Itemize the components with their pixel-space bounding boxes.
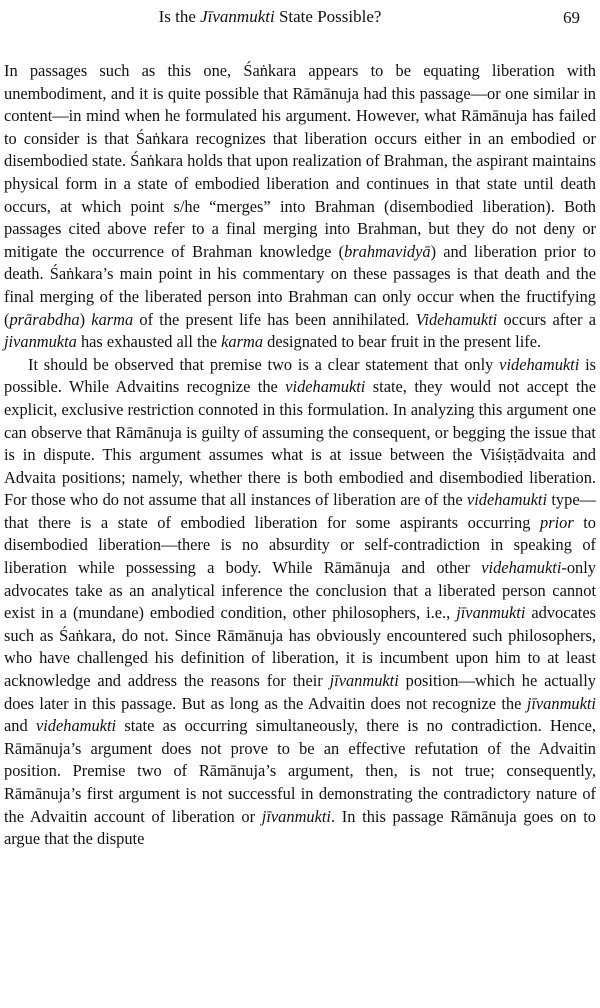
page-number: 69 [563,8,580,27]
italic-term: videhamukti [35,716,117,736]
italic-term: jivanmukta [4,332,77,352]
text-run: . In this passage Rāmānuja goes on to argue that the dispute [4,806,596,849]
text-run: to disembodied liberation—there is no absurdity or self-contradiction in speaking of liberation while possessing a body. While Rāmānuja and other [4,512,596,578]
text-run: state as occurring simultaneously, there is no contradiction. Hence, Rāmānuja’s argument does not prove to be an effective refutation of the Advaitin position. Premise two of Rāmānuja’s argument, then, is not true; consequently, Rāmānuja’s first argument is not successful in demonstrating the contradictory nature of the Advaitin account of liberation or [4,716,596,826]
italic-term: jīvanmukti [261,806,331,826]
text-run: is possible. While Advaitins recognize the [4,354,596,397]
italic-term: karma [221,332,264,352]
text-run: and [4,716,36,736]
italic-term: videhamukti [499,354,580,374]
text-run: has exhausted all the [76,332,222,352]
italic-term: jīvanmukti [526,693,596,713]
text-run: It should be observed that premise two is a clear statement that only [28,354,500,374]
italic-term: prārabdha [9,309,80,329]
text-run: occurs after a [497,309,597,329]
italic-term: videhamukti [285,377,366,397]
italic-term: brahmavidyā [344,241,431,261]
text-run: In passages such as this one, Śaṅkara appears to be equating liberation with unembodiment, and it is quite possible that Rāmānuja had this passage—or one similar in content—in mind when he formulated his argument. However, what Rāmānuja has failed to consider is that Śaṅkara recognizes that liberation occurs either in an embodied or disembodied state. Śaṅkara holds that upon realization of Brahman, the aspirant maintains physical form in a state of embodied liberation and continues in that state until death occurs, at which point s/he “merges” into Brahman (disembodied liberation). Both passages cited above refer to a final merging into Brahman, but they do not deny or mitigate the occurrence of Brahman knowledge ( [4,61,596,261]
running-title [4,7,596,27]
italic-term: jīvanmukti [329,671,399,691]
italic-term: jīvanmukti [456,603,526,623]
paragraph-2 [4,354,596,851]
italic-term: videhamukti [481,558,562,578]
body-text [4,60,596,851]
text-run: -only advocates take as an analytical inference the conclusion that a liberated person cannot exist in a (mundane) embodied condition, other philosophers, i.e., [4,558,596,623]
running-title-prefix: Is the [158,7,201,26]
text-run: advocates such as Śaṅkara, do not. Since Rāmānuja has obviously encountered such philosophers, who have challenged his definition of liberation, it is incumbent upon him to at least acknowledge and address the reasons for their [4,603,596,691]
text-run: ) [79,309,92,329]
italic-term: videhamukti [466,490,548,510]
text-run: ) and liberation prior to death. Śaṅkara’s main point in his commentary on these passages is that death and the final merging of the liberated person into Brahman can only occur when the fructifying ( [4,241,596,329]
italic-term: prior [540,512,574,532]
italic-term: karma [91,309,134,329]
running-head [4,0,596,34]
running-title-suffix: State Possible? [274,7,382,26]
italic-term: Videhamukti [415,309,498,329]
paragraph-1 [4,60,596,354]
text-run: state, they would not accept the explicit, exclusive restriction connoted in this formulation. In analyzing this argument one can observe that Rāmānuja is guilty of assuming the consequent, or begging the issue that is in dispute. This argument assumes what is at issue between the Viśiṣṭādvaita and Advaita positions; namely, whether there is both embodied and disembodied liberation. For those who do not assume that all instances of liberation are of the [4,377,597,510]
text-run: position—which he actually does later in this passage. But as long as the Advaitin does not recognize the [4,671,596,713]
text-run: of the present life has been annihilated. [133,309,416,329]
text-run: type—that there is a state of embodied liberation for some aspirants occurring [4,490,596,532]
text-run: designated to bear fruit in the present life. [263,332,542,352]
running-title-term: Jīvanmukti [200,7,275,26]
